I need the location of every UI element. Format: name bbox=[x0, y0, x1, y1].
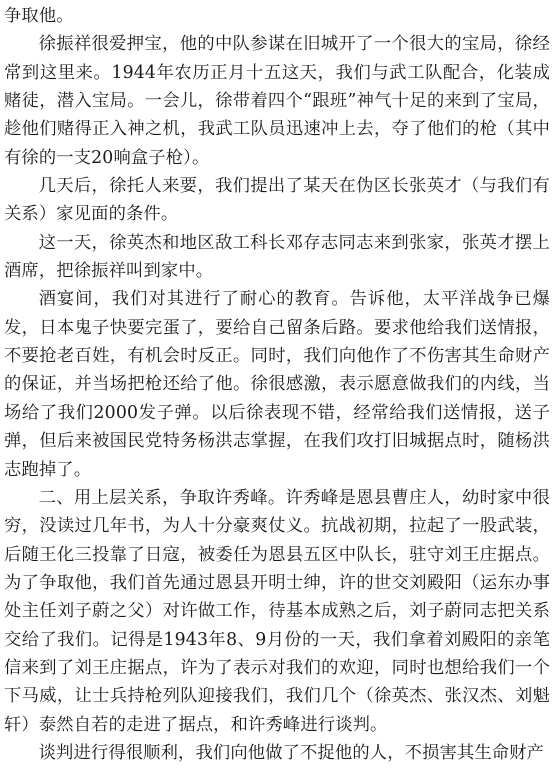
paragraph-section-two-xu-xiufeng: 二、用上层关系，争取许秀峰。许秀峰是恩县曹庄人，幼时家中很穷，没读过几年书，为人十分豪爽仗义。抗战初期，拉起了一股武装，后随王化三投靠了日寇，被委任为恩县五区中队长，驻守刘王庄据点。为了争取他，我们首先通过恩县开明士绅，许的世交刘殿阳（运东办事处主任刘子蔚之父）对许做工作，待基本成熟之后，刘子蔚同志把关系交给了我们。记得是1943年8、9月份的一天，我们拿着刘殿阳的亲笔信来到了刘王庄据点，许为了表示对我们的欢迎，同时也想给我们一个下马威，让士兵持枪列队迎接我们，我们几个（徐英杰、张汉杰、刘魁轩）泰然自若的走进了据点，和许秀峰进行谈判。 bbox=[4, 487, 550, 735]
paragraph-negotiation: 谈判进行得很顺利，我们向他做了不捉他的人，不损害其生命财产 bbox=[38, 742, 545, 763]
paragraph-meeting-condition: 几天后，徐托人来要，我们提出了某天在伪区长张英才（与我们有关系）家见面的条件。 bbox=[4, 176, 550, 225]
paragraph-continuation: 争取他。 bbox=[4, 6, 74, 26]
paragraph-education-at-banquet: 酒宴间，我们对其进行了耐心的教育。告诉他，太平洋战争已爆发，日本鬼子快要完蛋了，要给自己留条后路。要求他给我们送情报，不要抢老百姓，有机会时反正。同时，我们向他作了不伤害其生命财产的保证，并当场把枪还给了他。徐很感激，表示愿意做我们的内线，当场给了我们2000发子弹。以后徐表现不错，经常给我们送情报，送子弹，但后来被国民党特务杨洪志掌握，在我们攻打旧城据点时，随杨洪志跑掉了。 bbox=[4, 289, 550, 480]
document-page bbox=[4, 2, 550, 767]
paragraph-gambling-ambush: 徐振祥很爱押宝，他的中队参谋在旧城开了一个很大的宝局，徐经常到这里来。1944年农历正月十五这天，我们与武工队配合，化装成赌徒，潜入宝局。一会儿，徐带着四个“跟班”神气十足的来到了宝局，趁他们赌得正入神之机，我武工队员迅速冲上去，夺了他们的枪（其中有徐的一支20响盒子枪）。 bbox=[4, 34, 550, 168]
paragraph-banquet-arrival: 这一天，徐英杰和地区敌工科长邓存志同志来到张家，张英才摆上酒席，把徐振祥叫到家中。 bbox=[4, 232, 550, 282]
